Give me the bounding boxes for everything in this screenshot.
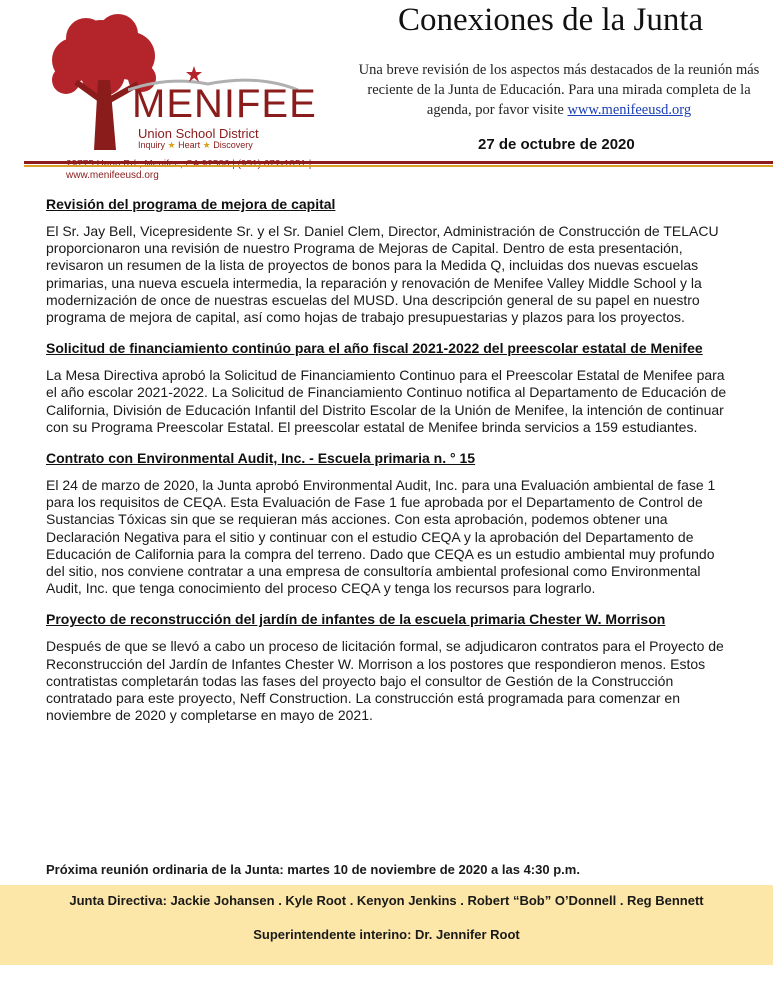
section-body: El Sr. Jay Bell, Vicepresidente Sr. y el Sr. Daniel Clem, Director, Administración de Construcción de TELACU proporcionaron una revisión de nuestro Programa de Mejoras de Capital. Dentro de esta presentación, revisaron un resumen de la lista de proyectos de bonos para la Medida Q, incluidas dos nuevas escuelas primarias, una nueva escuela intermedia, la reparación y renovación de Menifee Valley Middle School y la modernización de once de nuestras escuelas del MUSD. Una descripción general de su papel en nuestro programa de mejora de capital, así como hojas de trabajo presupuestarias y plazos para los proyectos. [46,223,719,326]
superintendent: Superintendente interino: Dr. Jennifer Root [253,927,520,942]
section-preschool-funding [46,340,730,436]
star-icon: ★ [202,140,211,150]
section-environmental-audit [46,450,730,597]
district-address: www.menifeeusd.org [66,170,159,181]
section-heading: Revisión del programa de mejora de capital [46,196,336,212]
meeting-date: 27 de octubre de 2020 [478,136,635,153]
section-heading: Proyecto de reconstrucción del jardín de infantes de la escuela primaria Chester W. Morrison [46,611,666,628]
district-logo [24,10,354,181]
section-body: El 24 de marzo de 2020, la Junta aprobó Environmental Audit, Inc. para una Evaluación ambiental de fase 1 para los requisitos de CEQA. Esta Evaluación de Fase 1 fue aprobada por el Departamento de Control de Sustancias Tóxicas sin que se requieran más acciones. Con esta aprobación, podemos obtener una Declaración Negativa para el sitio y continuar con el estudio CEQA y la aprobación del Departamento de Educación de California para la compra del terreno. Dado que CEQA es un estudio ambiental muy profundo del sitio, nos conviene contratar a una empresa de consultoría ambiental profesional como Environmental Audit, Inc. que tenga conocimiento del proceso CEQA y tenga los recursos para lograrlo. [46,477,716,597]
section-heading: Solicitud de financiamiento continúo para el año fiscal 2021-2022 del preescolar estatal de Menifee [46,340,703,357]
newsletter-content [46,196,730,738]
section-capital-improvement [46,196,730,326]
district-name: MENIFEE [132,82,317,126]
tagline-discovery: Discovery [213,140,253,150]
intro-text [352,60,766,120]
district-tagline [138,140,253,151]
tagline-inquiry: Inquiry [138,140,166,150]
board-members: Junta Directiva: Jackie Johansen . Kyle Root . Kenyon Jenkins . Robert “Bob” O’Donnell . Reg Bennett [69,893,704,908]
header-divider [24,161,773,164]
district-subtitle: Union School District [138,126,259,141]
star-icon [186,66,202,82]
footer-band [0,885,773,965]
star-icon: ★ [167,140,176,150]
intro-text-body: Una breve revisión de los aspectos más destacados de la reunión más reciente de la Junta de Educación. Para una mirada completa de la agenda, por favor visite [358,62,760,118]
tagline-heart: Heart [178,140,201,150]
section-body: La Mesa Directiva aprobó la Solicitud de Financiamiento Continuo para el Preescolar Estatal de Menifee para el año escolar 2021-2022. La Solicitud de Financiamiento Continuo notifica al Departamento de Educación de California, División de Educación Infantil del Distrito Escolar de la Unión de Menifee, la intención de continuar con su Programa Preescolar Estatal. El preescolar estatal de Menifee brinda servicios a 159 estudiantes. [46,367,727,435]
website-link[interactable]: www.menifeeusd.org [567,102,692,118]
section-body: Después de que se llevó a cabo un proceso de licitación formal, se adjudicaron contratos para el Proyecto de Reconstrucción del Jardín de Infantes Chester W. Morrison a los postores que respondieron menos. Estos contratistas completarán todas las fases del proyecto bajo el consultor de Gestión de la Construcción contratado para este proyecto, Neff Construction. La construcción está programada para comenzar en noviembre de 2020 y completarse en mayo de 2021. [46,638,724,724]
section-kindergarten-reconstruction [46,611,730,724]
header-divider-accent [24,165,773,167]
next-meeting-notice: Próxima reunión ordinaria de la Junta: martes 10 de noviembre de 2020 a las 4:30 p.m. [46,862,580,877]
newsletter-title: Conexiones de la Junta [398,2,704,38]
section-heading: Contrato con Environmental Audit, Inc. - Escuela primaria n. ° 15 [46,450,476,467]
